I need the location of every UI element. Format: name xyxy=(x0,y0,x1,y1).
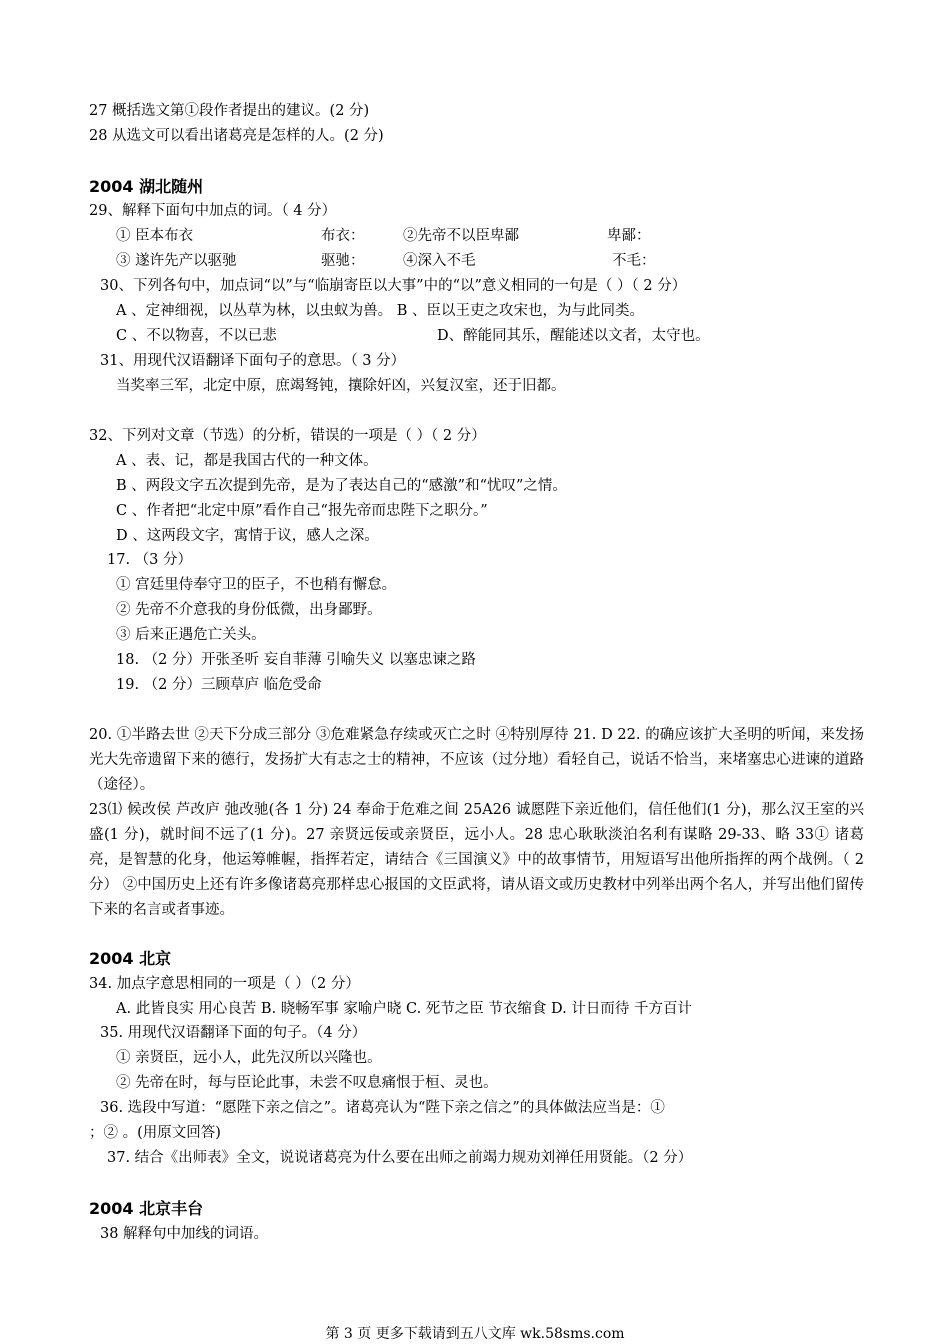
question-27: 27 概括选文第①段作者提出的建议。(2 分) xyxy=(89,103,370,119)
question-30-option-d: D、醉能同其乐，醒能述以文者，太守也。 xyxy=(437,328,710,344)
question-35-item-1: ① 亲贤臣，远小人，此先汉所以兴隆也。 xyxy=(116,1050,382,1066)
section-heading-fengtai: 2004 北京丰台 xyxy=(89,1199,204,1218)
question-28: 28 从选文可以看出诸葛亮是怎样的人。(2 分) xyxy=(89,128,384,144)
question-30-options-ab: A 、定神细视，以丛草为林，以虫蚁为兽。 B 、臣以王吏之攻宋也，为与此同类。 xyxy=(116,303,644,319)
question-29: 29、解释下面句中加点的词。（ 4 分） xyxy=(89,203,337,219)
answer-19: 19. （2 分）三顾草庐 临危受命 xyxy=(116,677,322,693)
question-35-item-2: ② 先帝在时，每与臣论此事，未尝不叹息痛恨于桓、灵也。 xyxy=(116,1075,498,1091)
answer-23-33: 23⑴ 候改侯 芦改庐 弛改驰(各 1 分) 24 奉命于危难之间 25A26 诚愿陛下亲近他们，信任他们(1 分)，那么汉王室的兴盛(1 分)，就时间不远了(1 分)。27 亲贤远佞或亲贤臣，远小人。28 忠心耿耿淡泊名利有谋略 29-33、略 33① 诸葛亮，是智慧的化身，他运筹帷幄，指挥若定，请结合《三国演义》中的故事情节，用短语写出他所指挥的两个战例。（ 2 分） ②中国历史上还有许多像诸葛亮那样忠心报国的文臣武将，请从语文或历史教材中列举出两个名人，并写出他们留传下来的名言或者事迹。 xyxy=(89,802,864,918)
question-36: 36. 选段中写道：“愿陛下亲之信之”。诸葛亮认为“陛下亲之信之”的具体做法应当是：① xyxy=(100,1100,665,1116)
page-footer: 第 3 页 更多下载请到五八文库 wk.58sms.com xyxy=(325,1326,625,1342)
question-36-continued: ；② 。(用原文回答) xyxy=(89,1125,221,1141)
question-32-option-a: A 、表、记，都是我国古代的一种文体。 xyxy=(116,453,378,469)
question-30-option-c: C 、不以物喜，不以已悲 xyxy=(116,328,277,344)
answer-17: 17. （3 分） xyxy=(107,552,193,568)
question-38: 38 解释句中加线的词语。 xyxy=(100,1226,269,1242)
question-29-blank-b: 卑鄙： xyxy=(607,228,651,244)
question-29-item-a: ① 臣本布衣 xyxy=(116,228,194,244)
question-29-item-c: ③ 遂许先产以驱驰 xyxy=(116,253,237,269)
question-29-blank-a: 布衣： xyxy=(321,228,365,244)
question-35: 35. 用现代汉语翻译下面的句子。（4 分） xyxy=(100,1025,367,1041)
answer-18: 18. （2 分）开张圣听 妄自菲薄 引喻失义 以塞忠谏之路 xyxy=(116,652,476,668)
question-31-text: 当奖率三军，北定中原，庶竭驽钝，攘除奸凶，兴复汉室，还于旧都。 xyxy=(116,378,566,394)
question-29-item-d: ④深入不毛 xyxy=(403,253,476,269)
question-29-blank-d: 不毛： xyxy=(612,253,656,269)
question-32-option-c: C 、作者把“北定中原”看作自己“报先帝而忠陛下之职分。” xyxy=(116,503,488,519)
question-29-item-b: ②先帝不以臣卑鄙 xyxy=(403,228,519,244)
question-34-options: A. 此皆良实 用心良苦 B. 晓畅军事 家喻户晓 C. 死节之臣 节衣缩食 D. 计日而待 千方百计 xyxy=(116,1001,692,1017)
question-32-option-b: B 、两段文字五次提到先帝，是为了表达自己的“感激”和“忧叹”之情。 xyxy=(116,478,567,494)
answer-17-item-2: ② 先帝不介意我的身份低微，出身鄙野。 xyxy=(116,602,382,618)
question-30: 30、下列各句中，加点词“以”与“临崩寄臣以大事”中的“以”意义相同的一句是（ ）（ 2 分） xyxy=(100,278,687,294)
answer-17-item-1: ① 宫廷里侍奉守卫的臣子，不也稍有懈怠。 xyxy=(116,577,397,593)
question-31: 31、用现代汉语翻译下面句子的意思。（ 3 分） xyxy=(100,353,406,369)
section-heading-suizhou: 2004 湖北随州 xyxy=(89,177,204,196)
answer-17-item-3: ③ 后来正遇危亡关头。 xyxy=(116,627,266,643)
answer-20-22: 20. ①半路去世 ②天下分成三部分 ③危难紧急存续或灭亡之时 ④特别厚待 21. D 22. 的确应该扩大圣明的听闻，来发扬光大先帝遗留下来的德行，发扬扩大有志之士的精神，不应该（过分地）看轻自己，说话不恰当，来堵塞忠心进谏的道路（途径）。 xyxy=(89,727,864,793)
section-heading-beijing: 2004 北京 xyxy=(89,949,172,968)
question-29-blank-c: 驱驰： xyxy=(321,253,365,269)
question-37: 37. 结合《出师表》全文，说说诸葛亮为什么要在出师之前竭力规劝刘禅任用贤能。（2 分） xyxy=(107,1150,693,1166)
question-32-option-d: D 、这两段文字，寓情于议，感人之深。 xyxy=(116,528,379,544)
question-34: 34. 加点字意思相同的一项是（ ）（2 分） xyxy=(89,976,360,992)
question-32: 32、下列对文章（节选）的分析，错误的一项是（ ）（ 2 分） xyxy=(89,428,486,444)
